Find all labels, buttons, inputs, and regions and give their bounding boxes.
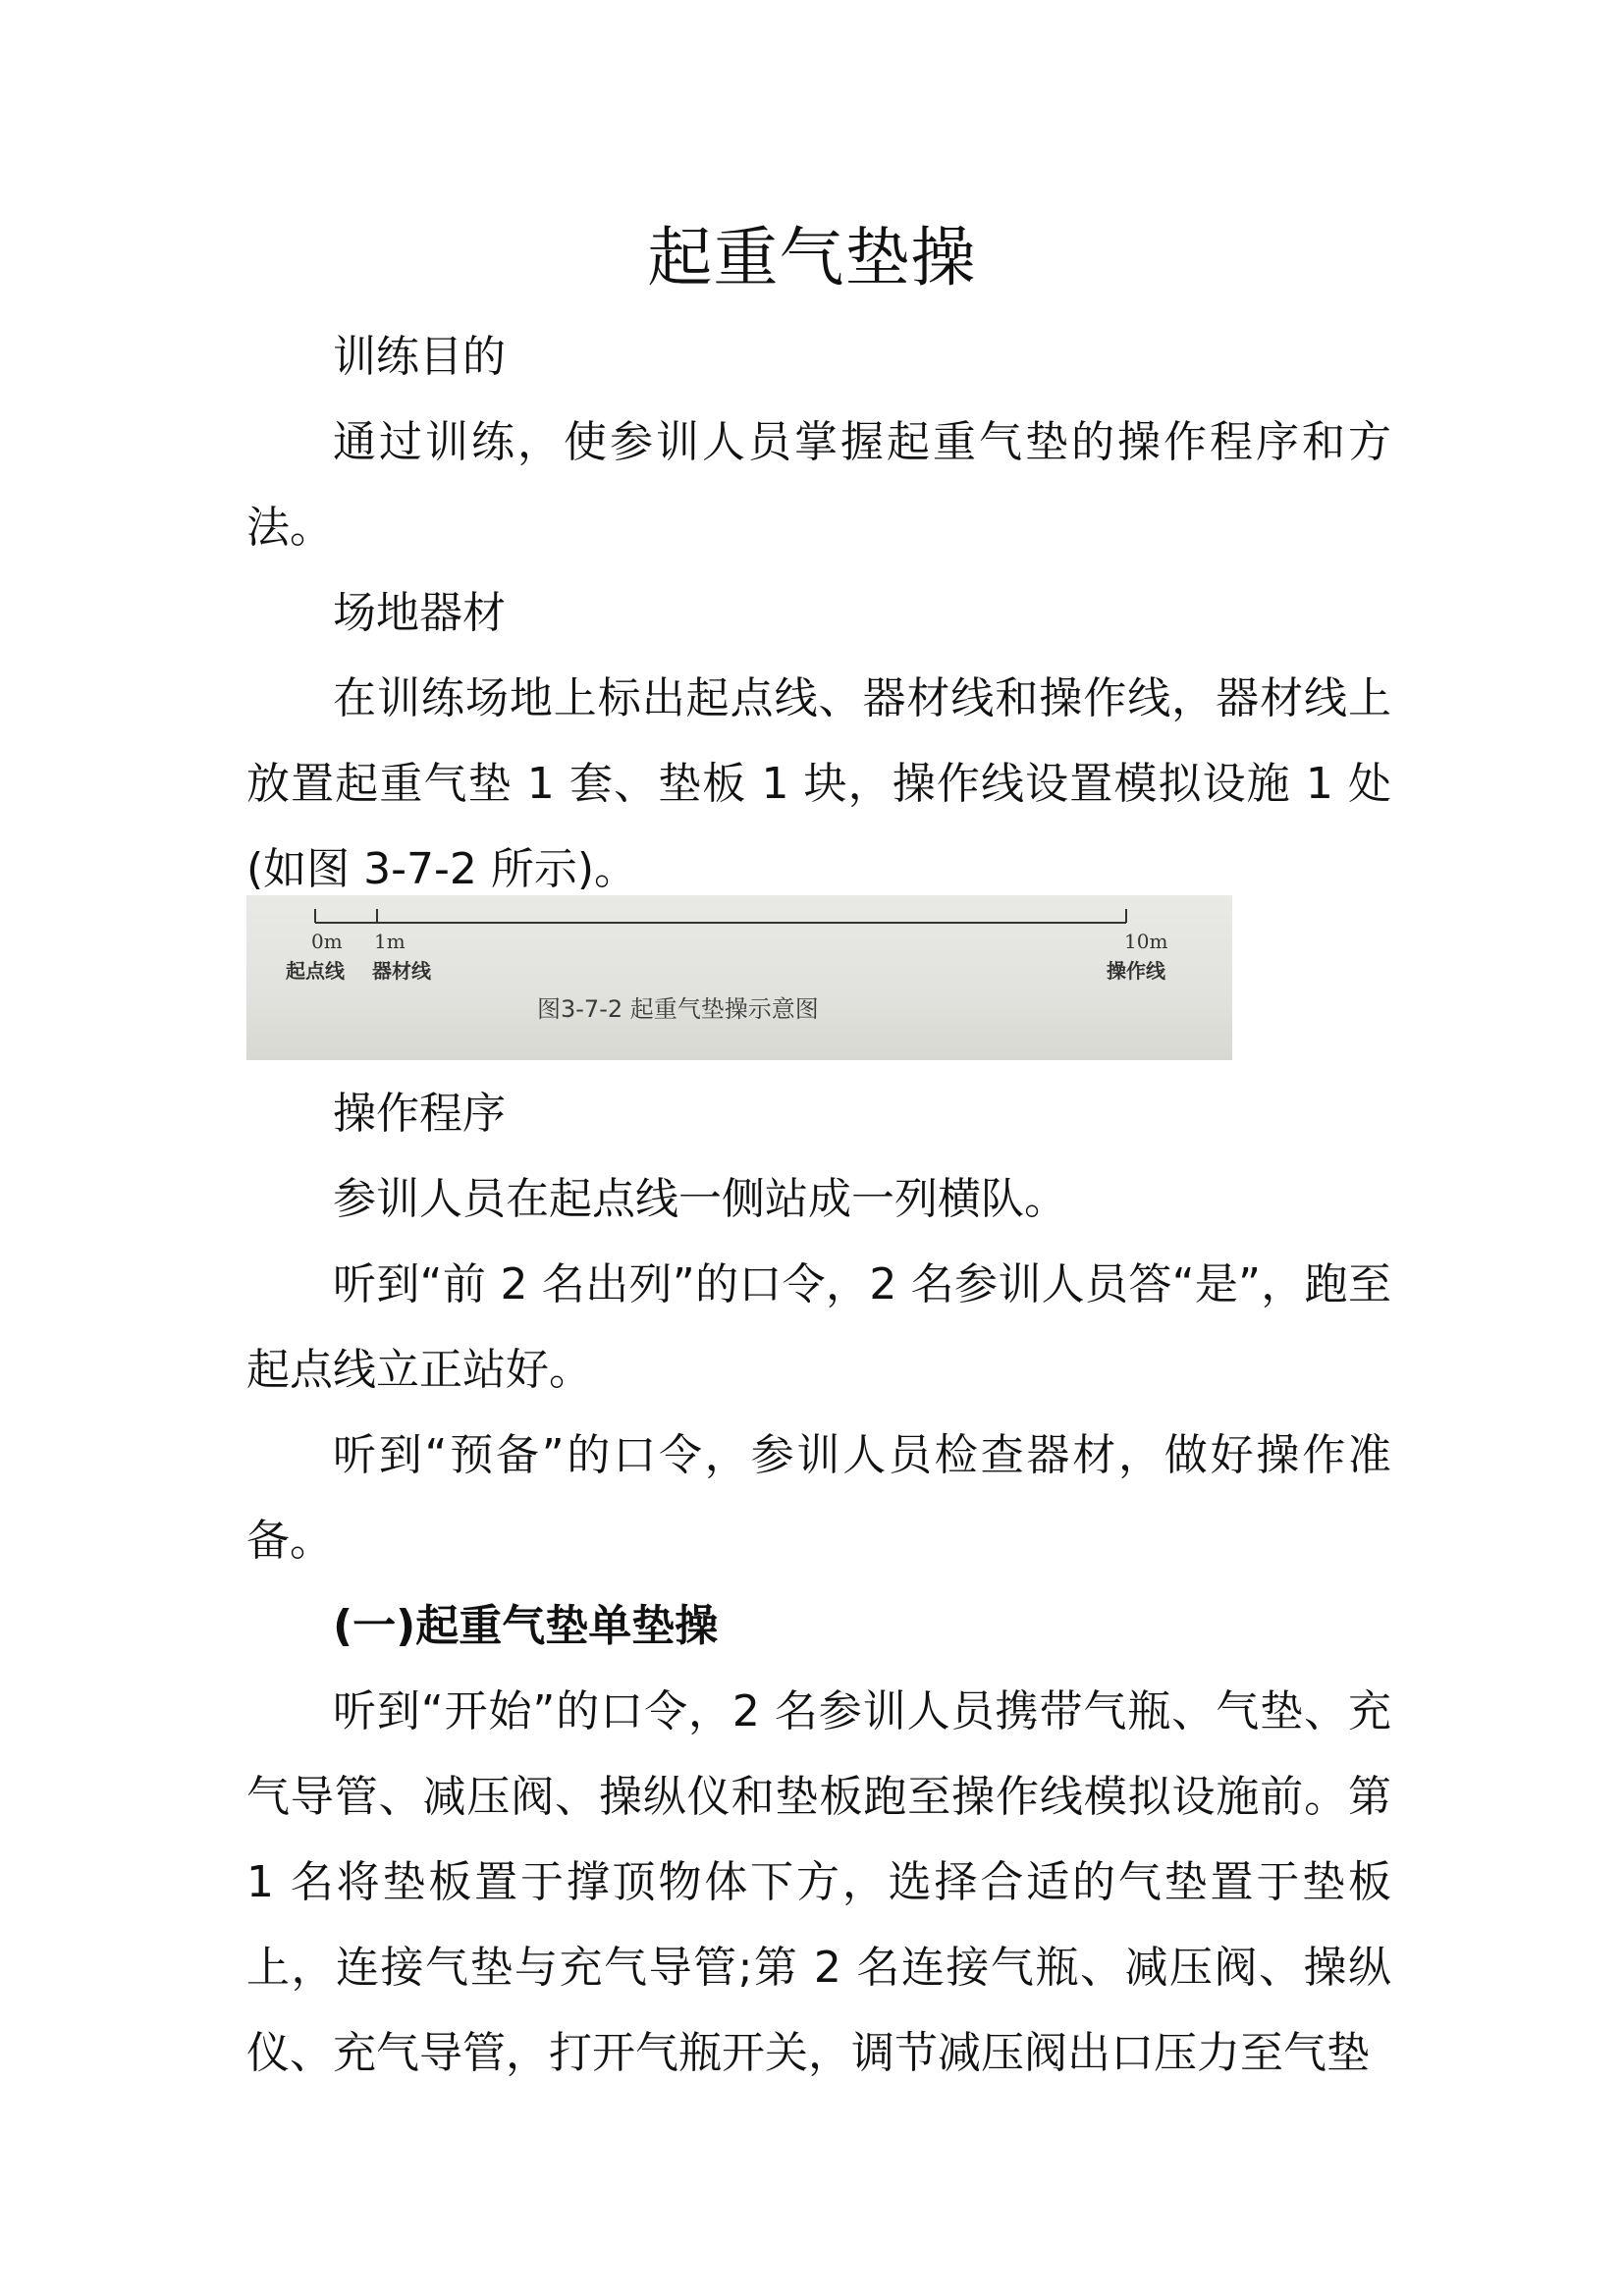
venue-paragraph: 在训练场地上标出起点线、器材线和操作线，器材线上放置起重气垫 1 套、垫板 1 块，操作线设置模拟设施 1 处(如图 3-7-2 所示)。 — [246, 673, 1391, 894]
document-title: 起重气垫操 — [647, 220, 977, 295]
layout-diagram — [246, 895, 1232, 1060]
figure-caption: 图3-7-2 起重气垫操示意图 — [537, 995, 819, 1023]
purpose-paragraph: 通过训练，使参训人员掌握起重气垫的操作程序和方法。 — [246, 417, 1391, 553]
procedure-paragraph-1: 参训人员在起点线一侧站成一列横队。 — [333, 1174, 1067, 1224]
procedure-paragraph-2: 听到“前 2 名出列”的口令，2 名参训人员答“是”，跑至起点线立正站好。 — [246, 1259, 1391, 1395]
operation-line-label: 操作线 — [1107, 959, 1165, 983]
procedure-heading: 操作程序 — [333, 1089, 506, 1139]
layout-diagram-figure — [246, 895, 1232, 1060]
document-body-bottom — [246, 1071, 1391, 2096]
document-body-top — [246, 314, 1391, 912]
start-line-label: 起点线 — [286, 959, 345, 983]
section-1-heading: (一)起重气垫单垫操 — [333, 1601, 719, 1651]
tick-label-start: 0m — [311, 930, 343, 953]
equipment-line-label: 器材线 — [372, 959, 431, 983]
tick-label-end: 10m — [1124, 930, 1168, 953]
venue-heading: 场地器材 — [333, 588, 506, 638]
purpose-heading: 训练目的 — [333, 332, 506, 382]
procedure-paragraph-3: 听到“预备”的口令，参训人员检查器材，做好操作准备。 — [246, 1430, 1391, 1566]
tick-label-equipment: 1m — [374, 930, 406, 953]
section-1-paragraph: 听到“开始”的口令，2 名参训人员携带气瓶、气垫、充气导管、减压阀、操纵仪和垫板跑至操作线模拟设施前。第 1 名将垫板置于撑顶物体下方，选择合适的气垫置于垫板上，连接气垫与充气导管;第 2 名连接气瓶、减压阀、操纵仪、充气导管，打开气瓶开关，调节减压阀出口压力至气垫 — [246, 1686, 1391, 2078]
